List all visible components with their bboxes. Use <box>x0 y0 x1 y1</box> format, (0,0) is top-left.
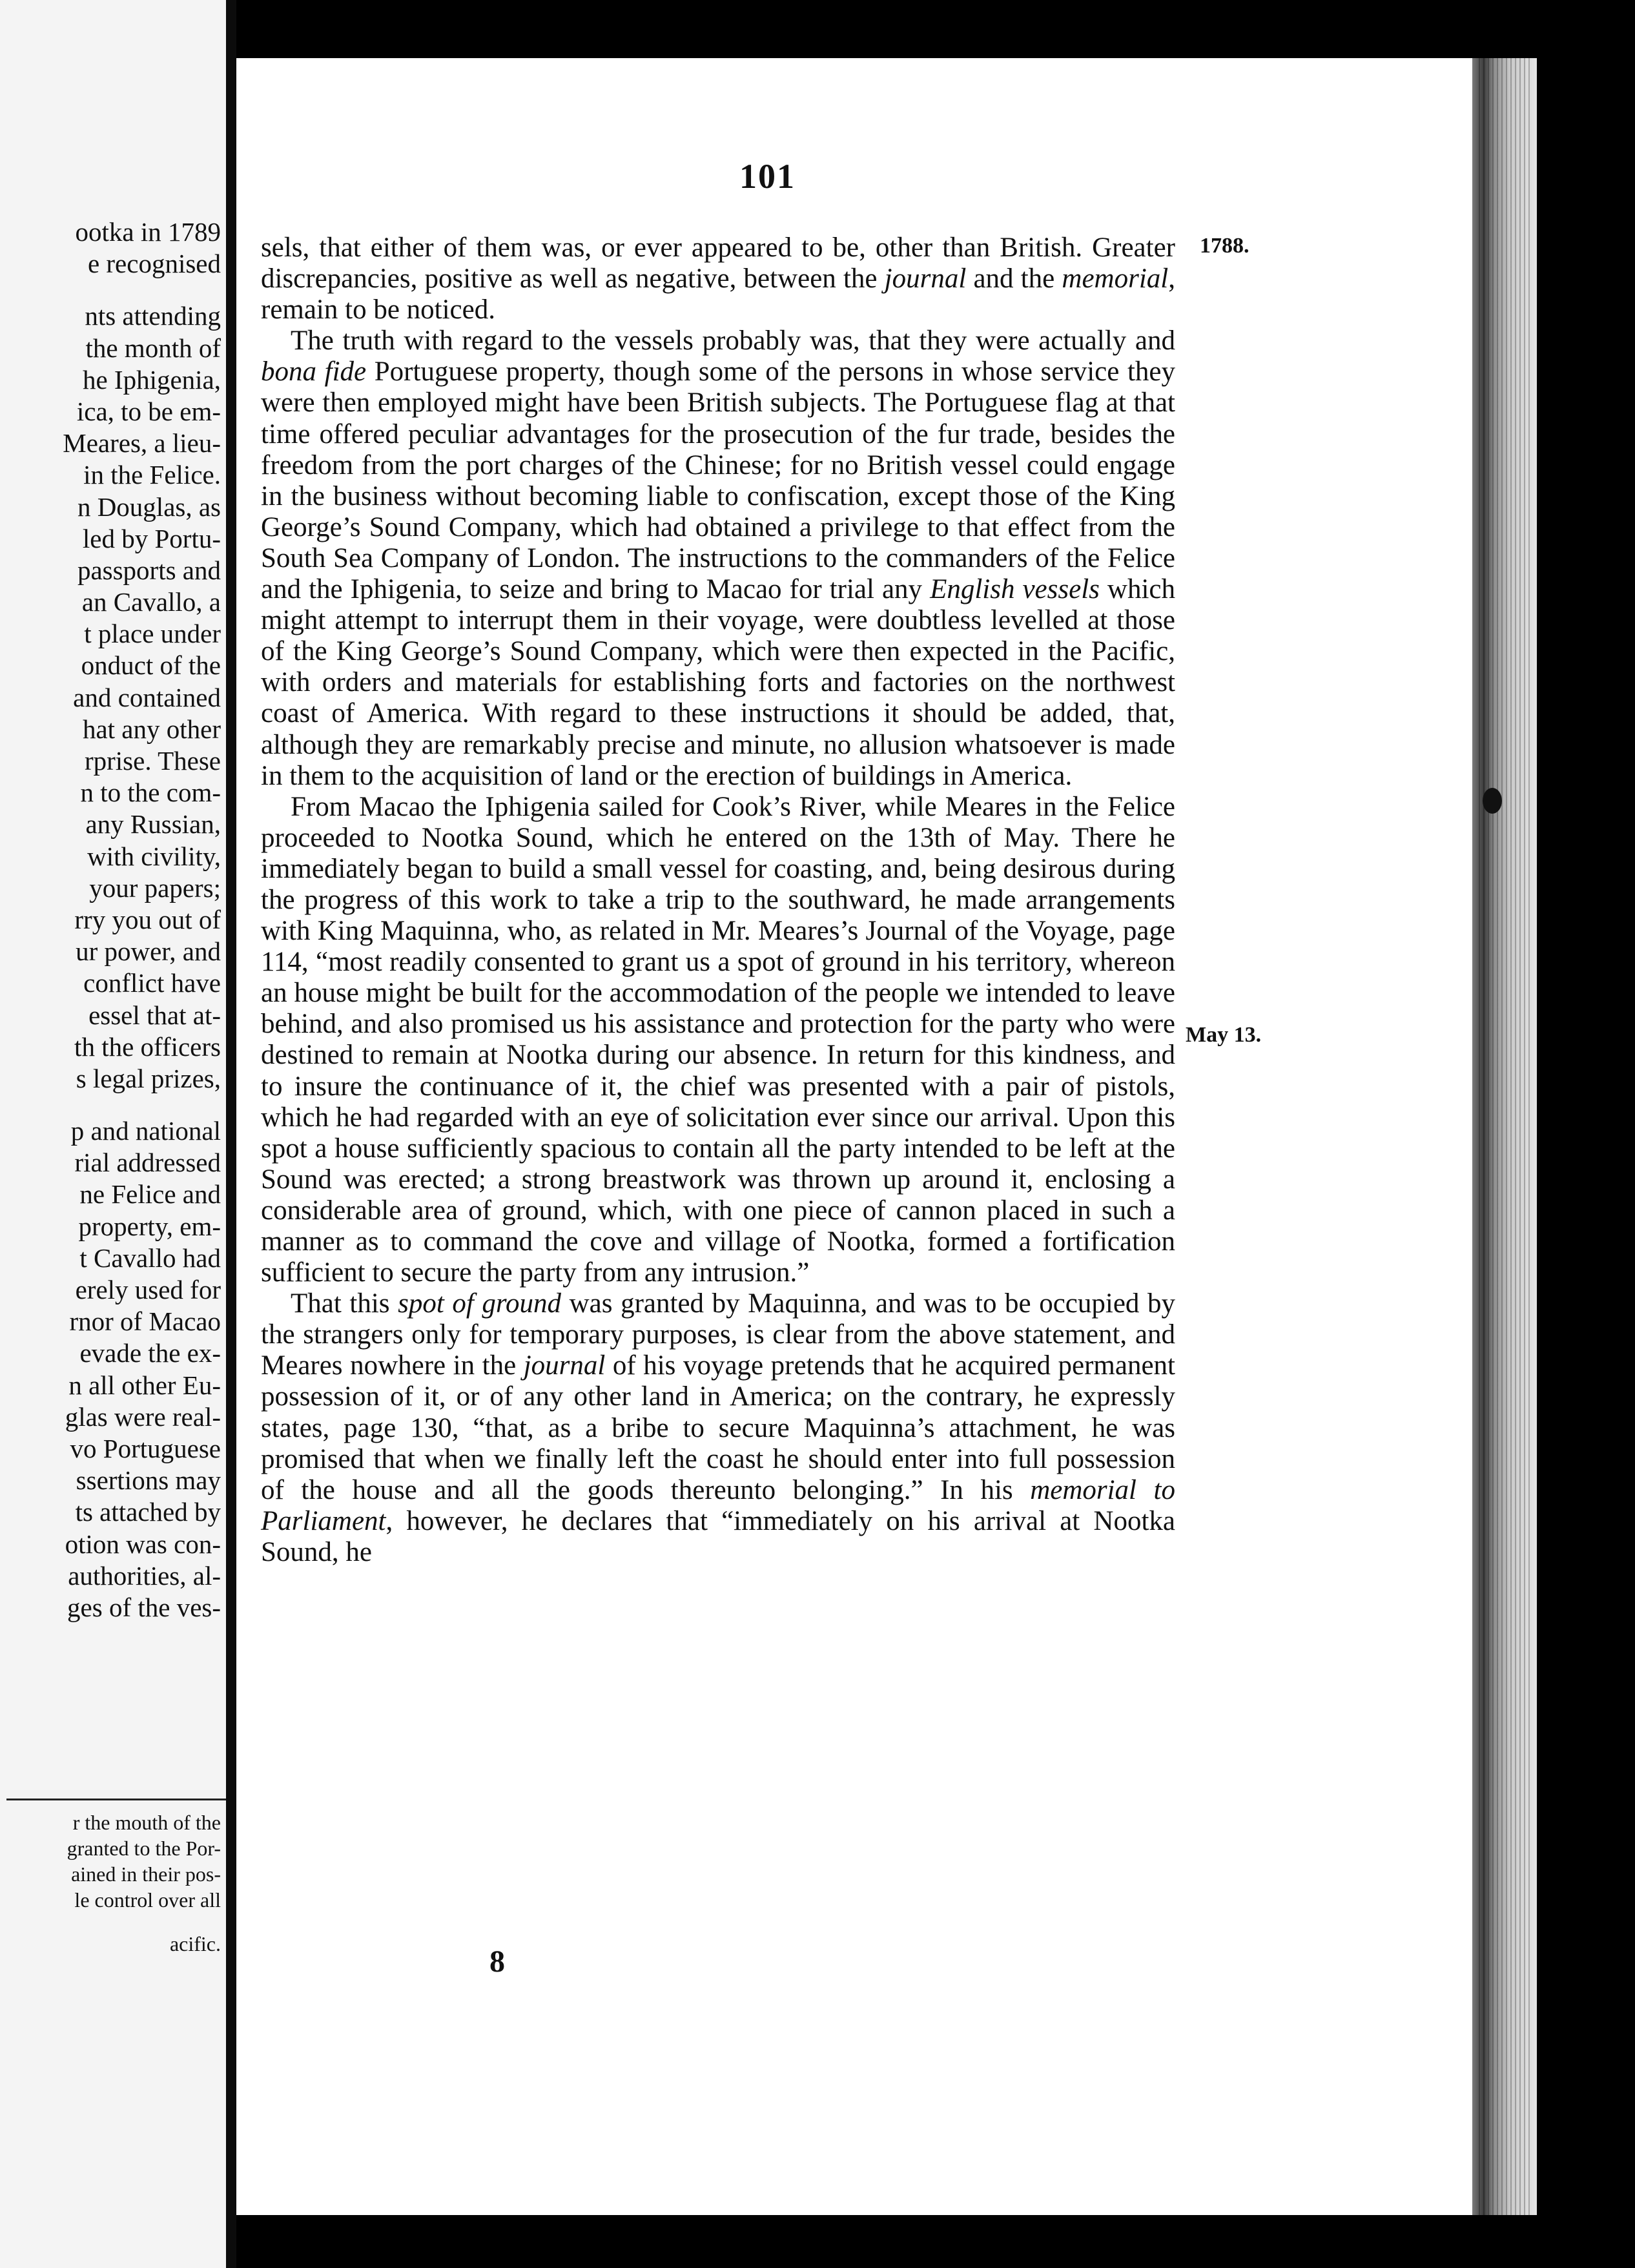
left-page-line: s legal prizes, <box>76 1063 221 1093</box>
italic-text: English vessels <box>930 574 1100 605</box>
text-run: Portuguese property, though some of the persons in whose service they were then employed might have been British subjects. The Portuguese flag at that time offered peculiar advantages for the prosecution of the fur trade, besides the freedom from the port charges of the Chinese; for no British vessel could engage in the business without becoming liable to confiscation, except those of the King George’s Sound Company, which had obtained a privilege to that effect from the South Sea Company of London. The instructions to the commanders of the Felice and the Iphigenia, to seize and bring to Macao for trial any <box>261 356 1175 605</box>
body-text <box>261 232 1175 1568</box>
page-number: 101 <box>739 157 796 196</box>
text-run: That this <box>291 1288 398 1319</box>
left-page-line: essel that at- <box>88 1000 221 1030</box>
italic-text: journal <box>523 1350 606 1381</box>
left-footnote-line: acific. <box>169 1932 221 1955</box>
left-page-line: ssertions may <box>76 1465 221 1496</box>
left-page-line: ootka in 1789 <box>75 217 221 247</box>
scan-border-bottom <box>236 2215 1537 2268</box>
left-page-line: ur power, and <box>76 936 221 967</box>
left-page-line: t place under <box>84 619 221 649</box>
left-page-line: ts attached by <box>75 1497 221 1527</box>
left-page-line: hat any other <box>82 714 221 744</box>
scan-border-right <box>1537 0 1635 2268</box>
paragraph <box>261 232 1175 325</box>
left-page-line: ica, to be em- <box>76 396 221 426</box>
left-page-line: n all other Eu- <box>68 1370 221 1400</box>
left-page-line: passports and <box>77 555 221 585</box>
margin-note-year: 1788. <box>1200 234 1249 258</box>
left-page-line: vo Portuguese <box>70 1433 221 1463</box>
left-page-line: erely used for <box>75 1275 221 1304</box>
left-page-line: otion was con- <box>65 1529 221 1559</box>
scan-border-top <box>236 0 1537 58</box>
gutter-shadow <box>226 0 236 2268</box>
left-page-line: ne Felice and <box>79 1179 221 1210</box>
left-page-line: rry you out of <box>74 904 221 934</box>
left-page-line: evade the ex- <box>79 1338 221 1368</box>
left-page-line: t Cavallo had <box>79 1242 221 1273</box>
italic-text: bona fide <box>261 356 367 387</box>
italic-text: memorial <box>1062 263 1169 294</box>
paragraph <box>261 1288 1175 1568</box>
italic-text: spot of ground <box>398 1288 562 1319</box>
left-page-line: th the officers <box>74 1031 221 1062</box>
left-page-line: he Iphigenia, <box>82 364 221 395</box>
italic-text: journal <box>884 263 967 294</box>
left-page-line <box>0 280 221 300</box>
paragraph <box>261 325 1175 791</box>
text-run: of his voyage pretends that he acquired permanent possession of it, or of any other land in America; on the contrary, he expressly states, page 130, “that, as a bribe to secure Maquinna’s attachment, he was promised that when we finally left the coast he should enter into full possession of the house and all the goods thereunto belonging.” In his <box>261 1350 1175 1505</box>
left-page-line: glas were real- <box>65 1401 221 1432</box>
left-page-line <box>0 1095 221 1115</box>
left-page-line: in the Felice. <box>83 460 221 490</box>
left-page-line: an Cavallo, a <box>81 587 221 617</box>
footnote-rule <box>6 1799 226 1800</box>
left-footnote-line: granted to the Por- <box>67 1837 221 1860</box>
left-page-footnotes <box>0 1809 221 1957</box>
left-footnote-line: le control over all <box>74 1888 221 1912</box>
left-page-line: your papers; <box>89 872 221 903</box>
left-page-line: n to the com- <box>80 778 221 808</box>
left-page-line: led by Portu- <box>82 523 221 553</box>
text-run: and the <box>966 263 1062 294</box>
text-run: sels, that either of them was, or ever appeared to be, other than British. Greater discrepancies, positive as well as negative, between the <box>261 232 1175 294</box>
text-run: , however, he declares that “immediately on his arrival at Nootka Sound, he <box>261 1505 1175 1567</box>
left-page-line: Meares, a lieu- <box>63 428 221 459</box>
left-page-line: authorities, al- <box>68 1560 221 1591</box>
left-page-line: n Douglas, as <box>77 491 221 522</box>
ink-blot <box>1483 788 1502 814</box>
left-page-line: with civility, <box>87 841 221 871</box>
left-page-line: nts attending <box>85 301 221 331</box>
left-page-line: and contained <box>73 682 221 712</box>
text-run: The truth with regard to the vessels probably was, that they were actually and <box>291 325 1175 356</box>
signature-mark: 8 <box>489 1944 505 1979</box>
left-page-line: rprise. These <box>84 746 221 776</box>
italic-text: memorial to Parliament <box>261 1474 1175 1536</box>
left-page-line: e recognised <box>87 249 221 279</box>
left-page-line: onduct of the <box>81 650 221 681</box>
left-page-line: property, em- <box>78 1211 221 1241</box>
left-page-line: rnor of Macao <box>69 1306 221 1337</box>
text-run: which might attempt to interrupt them in their voyage, were doubtless levelled at those of the King George’s Sound Company, which were then expected in the Pacific, with orders and materials for establishing forts and factories on the northwest coast of America. With regard to these instructions it should be added, that, although they are remarkably precise and minute, no allusion whatsoever is made in them to the acquisition of land or the erection of buildings in America. <box>261 574 1175 791</box>
left-facing-page <box>0 0 226 2268</box>
left-footnote-line: ained in their pos- <box>71 1862 221 1886</box>
left-page-line: the month of <box>85 333 221 363</box>
left-footnote-line: r the mouth of the <box>72 1811 221 1834</box>
left-page-line: conflict have <box>83 968 221 998</box>
text-run: was granted by Maquinna, and was to be occupied by the strangers only for temporary purposes, is clear from the above statement, and Meares nowhere in the <box>261 1288 1175 1381</box>
paragraph <box>261 792 1175 1289</box>
text-run: From Macao the Iphigenia sailed for Cook’s River, while Meares in the Felice proceeded to Nootka Sound, which he entered on the 13th of May. There he immediately began to build a small vessel for coasting, and, being desirous during the progress of this work to take a trip to the southward, he made arrangements with King Maquinna, who, as related in Mr. Meares’s Journal of the Voyage, page 114, “most readily consented to grant us a spot of ground in his territory, whereon an house might be built for the accommodation of the people we intended to leave behind, and also promised us his assistance and protection for the party who were destined to remain at Nootka during our absence. In return for this kindness, and to insure the continuance of it, the chief was presented with a pair of pistols, which he had regarded with an eye of solicitation ever since our arrival. Upon this spot a house sufficiently spacious to contain all the party intended to be left at the Sound was erected; a strong breastwork was thrown up around it, enclosing a considerable area of ground, which, with one piece of cannon placed in such a manner as to command the cove and village of Nootka, formed a fortification sufficient to secure the party from any intrusion.” <box>261 791 1175 1288</box>
left-page-line: any Russian, <box>85 809 221 840</box>
margin-note-date: May 13. <box>1186 1023 1262 1047</box>
left-page-text <box>0 216 221 1624</box>
text-run: , remain to be noticed. <box>261 263 1175 325</box>
left-footnote-line <box>0 1913 221 1931</box>
page-edge-lines <box>1479 58 1530 2215</box>
left-page-line: rial addressed <box>74 1148 221 1178</box>
left-page-line: ges of the ves- <box>67 1592 221 1622</box>
left-page-line: p and national <box>70 1116 221 1146</box>
